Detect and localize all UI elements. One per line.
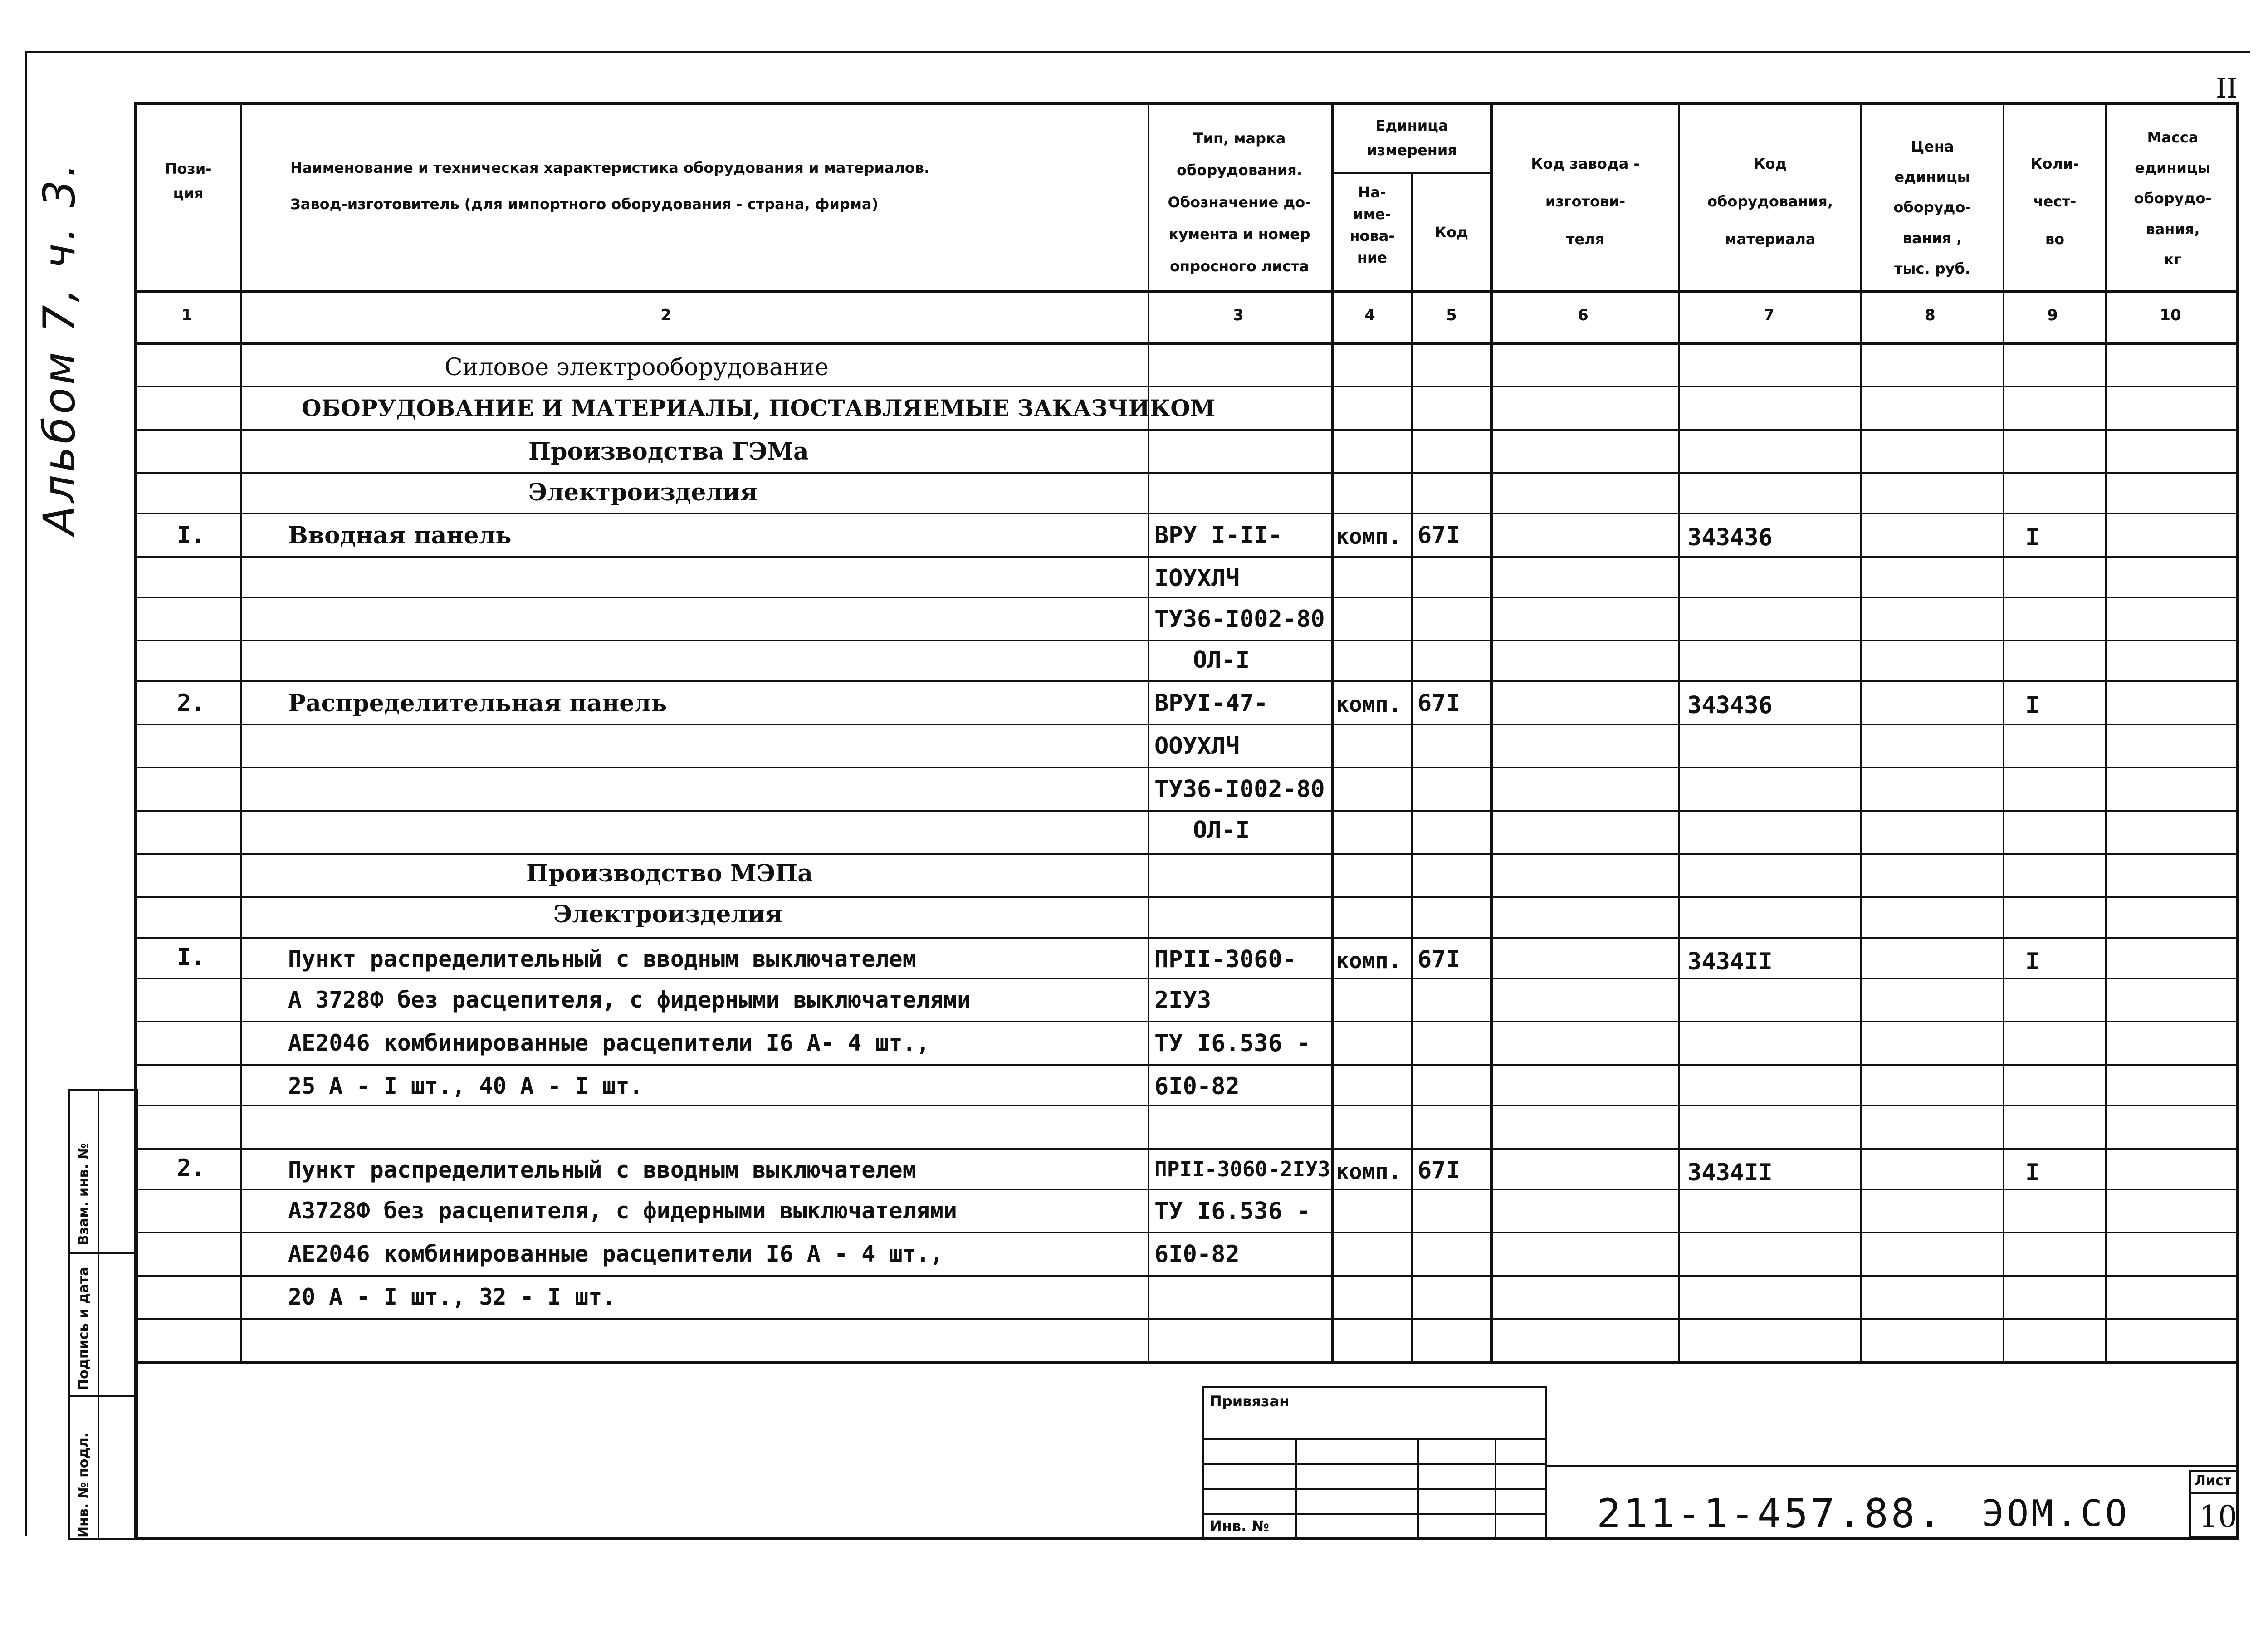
column-number: 2: [660, 306, 671, 324]
header-price: [1862, 132, 2003, 284]
row-line: [134, 937, 2239, 939]
quantity: I: [2025, 1159, 2040, 1186]
header-line: оборудо-: [2134, 190, 2212, 207]
header-line: единицы: [2135, 159, 2211, 177]
item-name: Вводная панель: [288, 522, 512, 549]
header-line: Код завода -: [1531, 155, 1640, 172]
item-type: IOУХЛЧ: [1154, 565, 1240, 592]
inv-label: Инв. №: [1210, 1517, 1269, 1535]
header-type: [1150, 122, 1329, 282]
row-line: [134, 853, 2239, 855]
side-stamp-divider: [70, 1395, 138, 1397]
attached-label: Привязан: [1210, 1393, 1290, 1410]
column-number: 3: [1233, 306, 1244, 324]
header-unit-code: Код: [1435, 224, 1468, 241]
side-stamp-inv-label: Инв. № подл.: [76, 1432, 92, 1538]
position-number: 2.: [177, 690, 205, 717]
header-line: Обозначение до-: [1168, 193, 1311, 211]
quantity: I: [2025, 524, 2040, 551]
item-type: ВРУI-47-: [1154, 690, 1268, 717]
row-line: [134, 429, 2239, 431]
section-heading: Производства ГЭМа: [528, 438, 809, 465]
unit-code: 67I: [1418, 522, 1460, 549]
quantity: I: [2025, 692, 2040, 719]
header-line: единицы: [1894, 168, 1970, 186]
item-type: 2IУ3: [1154, 987, 1212, 1014]
item-type: ОЛ-I: [1193, 646, 1250, 674]
unit-name: комп.: [1336, 948, 1402, 974]
side-stamp-divider: [98, 1091, 99, 1540]
header-line: ние: [1357, 249, 1388, 266]
item-name: 20 А - I шт., 32 - I шт.: [288, 1284, 616, 1310]
item-type: ТУ36-I002-80: [1154, 776, 1325, 803]
colnum-bottom-line: [134, 342, 2239, 345]
section-heading: Производство МЭПа: [526, 860, 813, 887]
row-line: [134, 1232, 2239, 1233]
item-type: ПРII-3060-2IУ3: [1154, 1157, 1330, 1181]
item-name: Пункт распределительный с вводным выключателем: [288, 946, 916, 972]
unit-group-divider: [1331, 172, 1490, 174]
row-line: [134, 896, 2239, 898]
header-line: Коли-: [2030, 155, 2079, 172]
column-number: 7: [1764, 306, 1774, 324]
item-type: ТУ I6.536 -: [1154, 1030, 1311, 1057]
row-line: [134, 1064, 2239, 1066]
item-type: ВРУ I-II-: [1154, 522, 1282, 549]
equipment-code: 343436: [1687, 524, 1773, 551]
header-line: чест-: [2033, 193, 2077, 210]
row-line: [134, 767, 2239, 768]
row-line: [134, 597, 2239, 598]
header-line: изготови-: [1545, 193, 1626, 210]
item-type: ОЛ-I: [1193, 817, 1250, 844]
item-type: ООУХЛЧ: [1154, 733, 1240, 760]
item-name: АЕ2046 комбинированные расцепители I6 А - 4 шт.,: [288, 1241, 943, 1267]
unit-code: 67I: [1418, 1157, 1460, 1184]
item-type: 6I0-82: [1154, 1241, 1240, 1268]
header-line: теля: [1566, 230, 1605, 248]
item-name: Распределительная панель: [288, 690, 667, 717]
header-equipment-code: [1681, 145, 1860, 259]
title-stamp: [1202, 1386, 1547, 1540]
header-line: Завод-изготовитель (для импортного оборудования - страна, фирма): [290, 196, 879, 213]
side-stamp-divider: [70, 1252, 138, 1254]
header-line: Цена: [1911, 138, 1954, 155]
header-line: оборудования,: [1707, 193, 1833, 210]
stamp-line: [1495, 1438, 1496, 1540]
column-number: 9: [2047, 306, 2058, 324]
position-number: 2.: [177, 1155, 205, 1182]
column-number: 4: [1364, 306, 1375, 324]
header-line: во: [2045, 230, 2065, 248]
column-number: 8: [1925, 306, 1936, 324]
side-stamp-replace-label: Взам. инв. №: [76, 1143, 92, 1245]
header-line: опросного листа: [1170, 257, 1309, 275]
column-number: 6: [1578, 306, 1589, 324]
item-type: 6I0-82: [1154, 1073, 1240, 1100]
position-number: I.: [177, 522, 205, 549]
section-heading: Электроизделия: [553, 900, 783, 928]
side-stamp: [68, 1089, 138, 1540]
title-block-line: [1545, 1465, 2239, 1467]
equipment-code: 3434II: [1687, 948, 1773, 975]
header-line: материала: [1725, 230, 1816, 248]
header-factory-code: [1492, 145, 1678, 259]
header-line: ция: [173, 185, 204, 202]
equipment-code: 343436: [1687, 692, 1773, 719]
unit-name: комп.: [1336, 1159, 1402, 1184]
header-line: вания,: [2146, 220, 2200, 238]
header-line: оборудо-: [1893, 199, 1971, 216]
item-type: ПРII-3060-: [1154, 946, 1297, 973]
stamp-line: [1418, 1438, 1419, 1540]
section-heading: ОБОРУДОВАНИЕ И МАТЕРИАЛЫ, ПОСТАВЛЯЕМЫЕ ЗАКАЗЧИКОМ: [302, 395, 1216, 421]
header-line: тыс. руб.: [1894, 259, 1970, 277]
row-line: [134, 556, 2239, 558]
row-line: [134, 640, 2239, 641]
row-line: [134, 680, 2239, 682]
stamp-line: [1295, 1438, 1297, 1540]
row-line: [134, 1318, 2239, 1320]
album-label: Альбом 7, ч. 3.: [34, 161, 85, 535]
header-line: вания ,: [1902, 229, 1962, 247]
header-quantity: [2005, 145, 2105, 259]
header-line: нова-: [1349, 227, 1395, 245]
sheet-box-line: [2191, 1492, 2239, 1494]
header-line: име-: [1353, 205, 1391, 223]
header-line: измерения: [1367, 142, 1457, 159]
row-line: [134, 386, 2239, 387]
header-line: Код: [1753, 155, 1787, 172]
header-line: Тип, марка: [1193, 130, 1286, 147]
unit-name: комп.: [1336, 524, 1402, 549]
item-name: 25 А - I шт., 40 А - I шт.: [288, 1073, 643, 1099]
sheet-number-box: [2189, 1470, 2239, 1538]
item-name: Пункт распределительный с вводным выключателем: [288, 1157, 916, 1183]
position-number: I.: [177, 944, 205, 971]
unit-code: 67I: [1418, 690, 1460, 717]
item-name: А 3728Ф без расцепителя, с фидерными выключателями: [288, 987, 971, 1013]
item-type: ТУ36-I002-80: [1154, 606, 1325, 633]
row-line: [134, 472, 2239, 474]
corner-sheet-mark: II: [2216, 73, 2238, 104]
row-line: [134, 724, 2239, 725]
column-number: 10: [2160, 306, 2181, 324]
header-mass: [2107, 122, 2239, 275]
row-line: [134, 1021, 2239, 1022]
row-line: [134, 1105, 2239, 1106]
header-line: Масса: [2147, 129, 2199, 146]
header-bottom-line: [134, 290, 2239, 293]
quantity: I: [2025, 948, 2040, 975]
equipment-code: 3434II: [1687, 1159, 1773, 1186]
sheet-number: 10: [2199, 1499, 2237, 1534]
item-name: АЕ2046 комбинированные расцепители I6 А- 4 шт.,: [288, 1030, 930, 1056]
header-line: оборудования.: [1177, 161, 1302, 179]
column-number: 1: [181, 306, 192, 324]
row-line: [134, 1275, 2239, 1277]
header-position: [136, 157, 240, 206]
header-line: Пози-: [165, 160, 212, 177]
row-line: [134, 978, 2239, 979]
header-line: Единица: [1375, 117, 1448, 134]
header-line: Наименование и техническая характеристика оборудования и материалов.: [290, 159, 930, 176]
unit-name: комп.: [1336, 692, 1402, 717]
section-heading: Силовое электрооборудование: [445, 354, 829, 381]
header-name: [290, 150, 1143, 222]
item-type: ТУ I6.536 -: [1154, 1198, 1311, 1225]
document-code: ЭОМ.СО: [1982, 1492, 2130, 1535]
header-line: На-: [1358, 184, 1386, 201]
header-line: кг: [2164, 250, 2182, 268]
item-name: А3728Ф без расцепителя, с фидерными выключателями: [288, 1198, 958, 1224]
row-line: [134, 1189, 2239, 1190]
document-designation: 211-1-457.88.: [1597, 1490, 1945, 1537]
unit-code: 67I: [1418, 946, 1460, 973]
section-heading: Электроизделия: [528, 479, 758, 506]
row-line: [134, 513, 2239, 514]
header-unit-name: [1334, 181, 1411, 269]
side-stamp-signature-label: Подпись и дата: [76, 1267, 92, 1390]
table-bottom-line: [134, 1361, 2239, 1364]
header-unit-group: [1334, 113, 1490, 163]
sheet-label: Лист: [2195, 1473, 2232, 1489]
header-line: кумента и номер: [1168, 225, 1310, 243]
row-line: [134, 810, 2239, 812]
column-number: 5: [1446, 306, 1457, 324]
row-line: [134, 1148, 2239, 1150]
